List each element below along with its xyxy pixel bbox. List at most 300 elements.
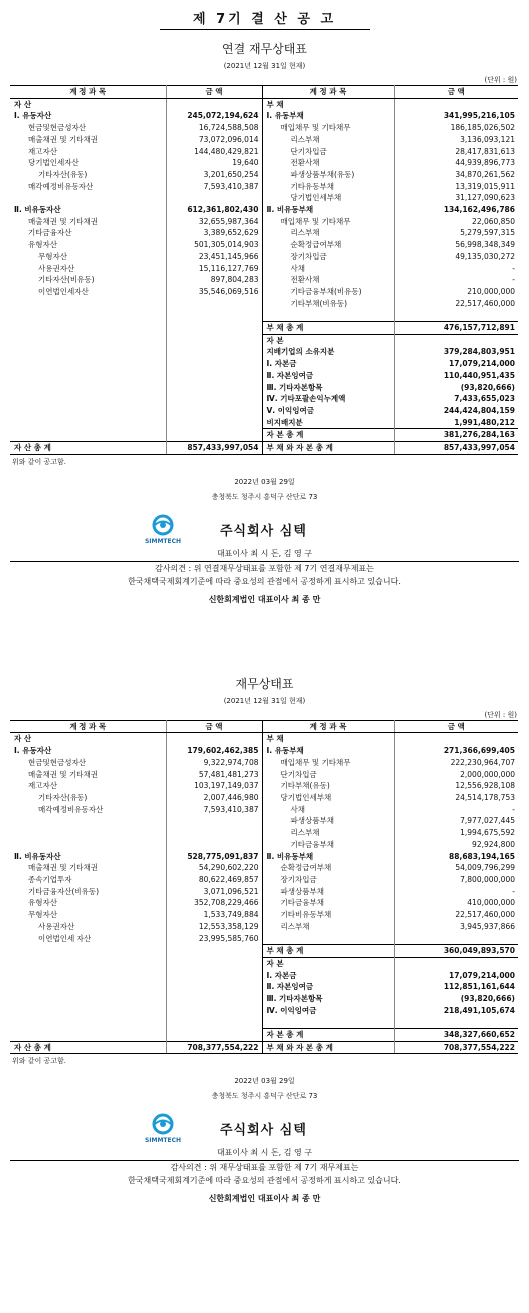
company-block — [0, 1111, 529, 1147]
table-row — [10, 322, 518, 335]
liability-equity-amount: (93,820,666) — [460, 993, 515, 1003]
liability-equity-amount: 34,870,261,562 — [455, 169, 515, 179]
asset-account: 자 산 — [10, 98, 166, 110]
liability-equity-account: 리스부채 — [262, 134, 394, 146]
company-logo — [142, 514, 184, 546]
liability-equity-account: 리스부채 — [262, 827, 394, 839]
liability-equity-amount: 92,924,800 — [472, 839, 515, 849]
asset-amount — [166, 1029, 262, 1042]
liability-equity-amount: 7,977,027,445 — [460, 816, 515, 826]
table-row — [10, 227, 518, 239]
table-row — [10, 98, 518, 110]
asset-account — [10, 298, 166, 310]
asset-amount: 179,602,462,385 — [166, 745, 262, 757]
table-row — [10, 192, 518, 204]
liability-equity-account: Ⅱ. 자본잉여금 — [262, 981, 394, 993]
liability-equity-amount: 28,417,831,613 — [455, 146, 515, 156]
asset-account — [10, 981, 166, 993]
table-row — [10, 757, 518, 769]
liability-equity-amount: 44,939,896,773 — [455, 158, 515, 168]
consolidated-date: (2021년 12월 31일 현재) — [223, 62, 306, 70]
liability-equity-amount: 22,060,850 — [472, 216, 515, 226]
table-row — [10, 405, 518, 417]
liability-equity-account: Ⅲ. 기타자본항목 — [262, 382, 394, 394]
liability-equity-amount: 13,319,015,911 — [455, 181, 515, 191]
liability-equity-account: 장기차입금 — [262, 874, 394, 886]
asset-account: Ⅰ. 유동자산 — [10, 745, 166, 757]
table-row — [10, 370, 518, 382]
liability-equity-amount: - — [512, 886, 515, 896]
liability-equity-account — [262, 1016, 394, 1028]
liability-equity-account: 자 본 총 계 — [262, 429, 394, 442]
liability-equity-amount: 7,800,000,000 — [460, 874, 515, 884]
asset-amount — [166, 1016, 262, 1028]
asset-amount — [166, 309, 262, 321]
header-amount-right: 금 액 — [394, 720, 518, 733]
liability-equity-amount: 379,284,803,951 — [443, 347, 515, 357]
asset-account: 당기법인세자산 — [10, 157, 166, 169]
asset-amount: 19,640 — [166, 157, 262, 169]
liability-equity-account: Ⅴ. 이익잉여금 — [262, 405, 394, 417]
liability-equity-amount: 49,135,030,272 — [455, 251, 515, 261]
liability-equity-amount: (93,820,666) — [460, 382, 515, 392]
asset-account: 매출채권 및 기타채권 — [10, 769, 166, 781]
table-row — [10, 286, 518, 298]
asset-amount: 3,201,650,254 — [166, 169, 262, 181]
liability-equity-account: 전환사채 — [262, 157, 394, 169]
liability-equity-account: 장기차입금 — [262, 251, 394, 263]
asset-account: 기타자산(유동) — [10, 169, 166, 181]
table-row — [10, 169, 518, 181]
table-row — [10, 827, 518, 839]
separate-title: 재무상태표 — [235, 676, 294, 691]
table-row — [10, 1016, 518, 1028]
simmtech-logo-icon — [142, 514, 184, 546]
announcement-note: 위와 같이 공고함. — [12, 457, 67, 466]
asset-account: 매각예정비유동자산 — [10, 804, 166, 816]
table-row — [10, 874, 518, 886]
liability-equity-amount: 271,366,699,405 — [443, 746, 515, 756]
liability-equity-account: 당기법인세부채 — [262, 792, 394, 804]
liability-equity-amount: - — [512, 263, 515, 273]
liability-equity-account: Ⅱ. 자본잉여금 — [262, 370, 394, 382]
liability-equity-account: 리스부채 — [262, 921, 394, 933]
table-row — [10, 970, 518, 982]
asset-amount: 15,116,127,769 — [166, 263, 262, 275]
table-row — [10, 346, 518, 358]
asset-amount: 80,622,469,857 — [166, 874, 262, 886]
asset-amount: 16,724,588,508 — [166, 122, 262, 134]
asset-amount: 7,593,410,387 — [166, 181, 262, 193]
table-row — [10, 274, 518, 286]
table-row — [10, 792, 518, 804]
asset-amount — [166, 827, 262, 839]
liability-equity-account: 자 본 총 계 — [262, 1029, 394, 1042]
simmtech-logo-icon — [142, 1113, 184, 1145]
asset-amount — [166, 981, 262, 993]
asset-account: 매출채권 및 기타채권 — [10, 134, 166, 146]
liability-equity-account: Ⅰ. 자본금 — [262, 358, 394, 370]
asset-account — [10, 429, 166, 442]
separate-table — [10, 720, 518, 1055]
asset-account — [10, 815, 166, 827]
asset-amount: 612,361,802,430 — [166, 204, 262, 216]
table-row — [10, 815, 518, 827]
liability-equity-account: 기타비유동부채 — [262, 909, 394, 921]
table-row — [10, 122, 518, 134]
liability-equity-amount: 12,556,928,108 — [455, 781, 515, 791]
asset-account — [10, 322, 166, 335]
asset-amount — [166, 970, 262, 982]
liability-equity-amount: 22,517,460,000 — [455, 298, 515, 308]
total-liabilities-equity-label: 부 채 와 자 본 총 계 — [262, 1041, 394, 1054]
table-row — [10, 957, 518, 969]
liability-equity-amount: 1,994,675,592 — [460, 828, 515, 838]
liability-equity-amount: 134,162,496,786 — [443, 205, 515, 215]
table-row — [10, 1005, 518, 1017]
table-row — [10, 417, 518, 429]
table-row — [10, 251, 518, 263]
table-row — [10, 862, 518, 874]
liability-equity-amount: 56,998,348,349 — [455, 240, 515, 250]
liability-equity-amount: 54,009,796,299 — [455, 863, 515, 873]
liability-equity-amount: 22,517,460,000 — [455, 910, 515, 920]
asset-amount: 35,546,069,516 — [166, 286, 262, 298]
liability-equity-amount: - — [512, 804, 515, 814]
asset-amount — [166, 815, 262, 827]
asset-account — [10, 957, 166, 969]
liability-equity-account: 부 채 — [262, 733, 394, 745]
liability-equity-amount: 112,851,161,644 — [443, 982, 515, 992]
liability-equity-amount: 5,279,597,315 — [460, 228, 515, 238]
liability-equity-amount — [394, 957, 518, 969]
asset-account: 매각예정비유동자산 — [10, 181, 166, 193]
asset-account: 재고자산 — [10, 780, 166, 792]
asset-account — [10, 192, 166, 204]
liability-equity-amount — [394, 98, 518, 110]
liability-equity-amount: 24,514,178,753 — [455, 793, 515, 802]
asset-amount: 9,322,974,708 — [166, 757, 262, 769]
liability-equity-account: 자 본 — [262, 957, 394, 969]
asset-account: 사용권자산 — [10, 263, 166, 275]
asset-account — [10, 370, 166, 382]
header-amount-left: 금 액 — [166, 86, 262, 99]
asset-amount: 1,533,749,884 — [166, 909, 262, 921]
asset-amount: 7,593,410,387 — [166, 804, 262, 816]
total-liabilities-equity-amount: 708,377,554,222 — [394, 1041, 518, 1054]
table-row — [10, 909, 518, 921]
table-row — [10, 839, 518, 851]
liability-equity-amount: 218,491,105,674 — [443, 1005, 515, 1015]
liability-equity-account: 자 본 — [262, 334, 394, 346]
liability-equity-account: 단기차입금 — [262, 769, 394, 781]
asset-account: 이연법인세 자산 — [10, 932, 166, 944]
asset-account: 현금및현금성자산 — [10, 122, 166, 134]
table-row — [10, 358, 518, 370]
table-row — [10, 204, 518, 216]
liability-equity-account: 파생상품부채(유동) — [262, 169, 394, 181]
separate-date: (2021년 12월 31일 현재) — [223, 696, 306, 705]
liability-equity-amount: 7,433,655,023 — [454, 394, 515, 404]
asset-amount — [166, 417, 262, 429]
header-amount-right: 금 액 — [394, 86, 518, 99]
liability-equity-account: 파생상품부채 — [262, 886, 394, 898]
asset-amount: 144,480,429,821 — [166, 146, 262, 158]
header-account-left: 계 정 과 목 — [10, 86, 166, 99]
liability-equity-account: 순확정급여부채 — [262, 239, 394, 251]
asset-account — [10, 1005, 166, 1017]
asset-amount — [166, 358, 262, 370]
liability-equity-amount — [394, 733, 518, 745]
liability-equity-amount — [394, 932, 518, 944]
liability-equity-amount: 476,157,712,891 — [394, 322, 518, 335]
liability-equity-amount: 341,995,216,105 — [443, 111, 515, 121]
liability-equity-account: 매입채무 및 기타채무 — [262, 216, 394, 228]
liability-equity-amount: 2,000,000,000 — [460, 769, 515, 779]
asset-amount — [166, 346, 262, 358]
liability-equity-account: 전환사채 — [262, 274, 394, 286]
asset-account: 유형자산 — [10, 897, 166, 909]
liability-equity-account: 리스부채 — [262, 227, 394, 239]
liability-equity-amount: 244,424,804,159 — [443, 405, 515, 415]
table-row — [10, 382, 518, 394]
asset-amount — [166, 945, 262, 958]
asset-amount: 54,290,602,220 — [166, 862, 262, 874]
asset-amount: 528,775,091,837 — [166, 851, 262, 863]
asset-amount: 103,197,149,037 — [166, 780, 262, 792]
consolidated-title: 연결 재무상태표 — [222, 42, 307, 56]
liability-equity-amount: 31,127,090,623 — [455, 193, 515, 203]
liability-equity-account — [262, 932, 394, 944]
address: 충청북도 청주시 흥덕구 산단로 73 — [211, 492, 318, 501]
asset-amount — [166, 98, 262, 110]
asset-amount: 2,007,446,980 — [166, 792, 262, 804]
liability-equity-account: 기타부채(비유동) — [262, 298, 394, 310]
separate-unit: (단위 : 원) — [484, 710, 517, 719]
liability-equity-account: 파생상품부채 — [262, 815, 394, 827]
liability-equity-amount: 17,079,214,000 — [449, 359, 515, 369]
consolidated-table — [10, 85, 518, 455]
asset-account — [10, 827, 166, 839]
asset-amount: 3,071,096,521 — [166, 886, 262, 898]
asset-amount: 32,655,987,364 — [166, 216, 262, 228]
liability-equity-amount: 210,000,000 — [467, 286, 515, 296]
table-row — [10, 134, 518, 146]
total-assets-label: 자 산 총 계 — [10, 442, 166, 455]
asset-amount — [166, 957, 262, 969]
asset-account — [10, 417, 166, 429]
asset-account — [10, 1029, 166, 1042]
liability-equity-account: 순확정급여부채 — [262, 862, 394, 874]
asset-amount — [166, 192, 262, 204]
liability-equity-account: 기타유동부채 — [262, 181, 394, 193]
liability-equity-account: Ⅰ. 유동부채 — [262, 110, 394, 122]
audit-line-1: 감사의견 : 위 재무상태표를 포함한 제 7기 재무제표는 — [170, 1163, 359, 1173]
header-amount-left: 금 액 — [166, 720, 262, 733]
ceo-line: 대표이사 최 시 돈, 김 영 구 — [216, 548, 313, 558]
asset-account: 매출채권 및 기타채권 — [10, 862, 166, 874]
asset-amount — [166, 370, 262, 382]
asset-account: 기타금융자산 — [10, 227, 166, 239]
asset-amount — [166, 1005, 262, 1017]
asset-amount — [166, 429, 262, 442]
asset-amount — [166, 382, 262, 394]
table-row — [10, 309, 518, 321]
table-row — [10, 110, 518, 122]
liability-equity-amount: 88,683,194,165 — [449, 851, 515, 861]
liability-equity-account: 당기법인세부채 — [262, 192, 394, 204]
table-row — [10, 146, 518, 158]
audit-opinion — [0, 1161, 529, 1187]
liability-equity-amount: 410,000,000 — [467, 898, 515, 908]
total-assets-amount: 708,377,554,222 — [166, 1041, 262, 1054]
table-row — [10, 932, 518, 944]
consolidated-unit: (단위 : 원) — [484, 76, 517, 84]
asset-amount: 897,804,283 — [166, 274, 262, 286]
liability-equity-amount — [394, 1016, 518, 1028]
asset-account — [10, 993, 166, 1005]
asset-amount: 57,481,481,273 — [166, 769, 262, 781]
asset-amount — [166, 993, 262, 1005]
table-row — [10, 921, 518, 933]
total-assets-label: 자 산 총 계 — [10, 1041, 166, 1054]
total-liabilities-equity-label: 부 채 와 자 본 총 계 — [262, 442, 394, 455]
liability-equity-account: 비지배지분 — [262, 417, 394, 429]
asset-account — [10, 393, 166, 405]
asset-account — [10, 346, 166, 358]
table-row — [10, 263, 518, 275]
asset-amount: 352,708,229,466 — [166, 897, 262, 909]
liability-equity-account: Ⅲ. 기타자본항목 — [262, 993, 394, 1005]
announcement-note: 위와 같이 공고함. — [12, 1057, 67, 1066]
asset-account — [10, 309, 166, 321]
table-row — [10, 745, 518, 757]
liability-equity-amount: 186,185,026,502 — [450, 123, 515, 133]
asset-amount — [166, 839, 262, 851]
address: 충청북도 청주시 흥덕구 산단로 73 — [211, 1092, 318, 1101]
table-row — [10, 298, 518, 310]
table-row — [10, 334, 518, 346]
asset-amount — [166, 733, 262, 745]
asset-account: 종속기업투자 — [10, 874, 166, 886]
liability-equity-account: Ⅳ. 기타포괄손익누계액 — [262, 393, 394, 405]
asset-account: 기타금융자산(비유동) — [10, 886, 166, 898]
liability-equity-account: 매입채무 및 기타채무 — [262, 757, 394, 769]
company-name: 주식회사 심텍 — [220, 1123, 307, 1139]
asset-account: 무형자산 — [10, 909, 166, 921]
header-account-left: 계 정 과 목 — [10, 720, 166, 733]
asset-amount: 23,451,145,966 — [166, 251, 262, 263]
table-row — [10, 769, 518, 781]
table-row — [10, 733, 518, 745]
liability-equity-amount: 360,049,893,570 — [394, 945, 518, 958]
liability-equity-account: 기타금융부채(비유동) — [262, 286, 394, 298]
liability-equity-account: 기타금융부채 — [262, 897, 394, 909]
svg-text:SIMMTECH: SIMMTECH — [144, 1137, 182, 1145]
asset-account: Ⅱ. 비유동자산 — [10, 851, 166, 863]
asset-amount — [166, 334, 262, 346]
asset-account — [10, 970, 166, 982]
company-name: 주식회사 심텍 — [220, 523, 307, 539]
table-row — [10, 897, 518, 909]
liability-equity-amount: 1,991,480,212 — [454, 417, 515, 427]
auditor: 신한회계법인 대표이사 최 종 만 — [208, 1194, 321, 1204]
liability-equity-account: 매입채무 및 기타채무 — [262, 122, 394, 134]
table-row — [10, 804, 518, 816]
table-row — [10, 429, 518, 442]
asset-account: Ⅱ. 비유동자산 — [10, 204, 166, 216]
liability-equity-amount: 3,136,093,121 — [460, 134, 515, 144]
liability-equity-account: 부 채 총 계 — [262, 945, 394, 958]
asset-amount: 3,389,652,629 — [166, 227, 262, 239]
liability-equity-account: 부 채 총 계 — [262, 322, 394, 335]
asset-account — [10, 839, 166, 851]
sign-date: 2022년 03월 29일 — [234, 477, 295, 486]
liability-equity-amount: 381,276,284,163 — [394, 429, 518, 442]
table-row — [10, 239, 518, 251]
asset-account — [10, 382, 166, 394]
asset-account: 현금및현금성자산 — [10, 757, 166, 769]
asset-amount — [166, 298, 262, 310]
liability-equity-account: 부 채 — [262, 98, 394, 110]
ceo-line: 대표이사 최 시 돈, 김 영 구 — [216, 1148, 313, 1158]
liability-equity-account: 지배기업의 소유지분 — [262, 346, 394, 358]
liability-equity-account: 사채 — [262, 263, 394, 275]
asset-account: 자 산 — [10, 733, 166, 745]
liability-equity-amount: 222,230,964,707 — [450, 757, 515, 767]
table-row — [10, 945, 518, 958]
asset-amount — [166, 322, 262, 335]
liability-equity-account: Ⅱ. 비유동부채 — [262, 851, 394, 863]
asset-account: 무형자산 — [10, 251, 166, 263]
liability-equity-account: 사채 — [262, 804, 394, 816]
asset-account — [10, 334, 166, 346]
table-row — [10, 216, 518, 228]
company-logo — [142, 1113, 184, 1145]
sign-date: 2022년 03월 29일 — [234, 1077, 295, 1086]
asset-account — [10, 358, 166, 370]
liability-equity-account — [262, 309, 394, 321]
table-row — [10, 886, 518, 898]
liability-equity-amount — [394, 334, 518, 346]
asset-account — [10, 945, 166, 958]
header-account-right: 계 정 과 목 — [262, 720, 394, 733]
liability-equity-amount: 348,327,660,652 — [394, 1029, 518, 1042]
liability-equity-account: Ⅰ. 유동부채 — [262, 745, 394, 757]
asset-account: 기타자산(유동) — [10, 792, 166, 804]
liability-equity-amount — [394, 309, 518, 321]
total-row — [10, 442, 518, 455]
header-account-right: 계 정 과 목 — [262, 86, 394, 99]
asset-amount — [166, 393, 262, 405]
liability-equity-account: Ⅱ. 비유동부채 — [262, 204, 394, 216]
asset-account: 재고자산 — [10, 146, 166, 158]
svg-text:SIMMTECH: SIMMTECH — [144, 537, 182, 545]
asset-account: 사용권자산 — [10, 921, 166, 933]
asset-amount: 501,305,014,903 — [166, 239, 262, 251]
asset-account: 기타자산(비유동) — [10, 274, 166, 286]
table-row — [10, 981, 518, 993]
table-row — [10, 181, 518, 193]
total-assets-amount: 857,433,997,054 — [166, 442, 262, 455]
liability-equity-amount: 17,079,214,000 — [449, 970, 515, 980]
audit-line-2: 한국채택국제회계기준에 따라 중요성의 관점에서 공정하게 표시하고 있습니다. — [128, 1176, 401, 1186]
liability-equity-amount: 3,945,937,866 — [460, 921, 515, 931]
total-row — [10, 1041, 518, 1054]
liability-equity-account: Ⅳ. 이익잉여금 — [262, 1005, 394, 1017]
asset-account: Ⅰ. 유동자산 — [10, 110, 166, 122]
table-row — [10, 157, 518, 169]
